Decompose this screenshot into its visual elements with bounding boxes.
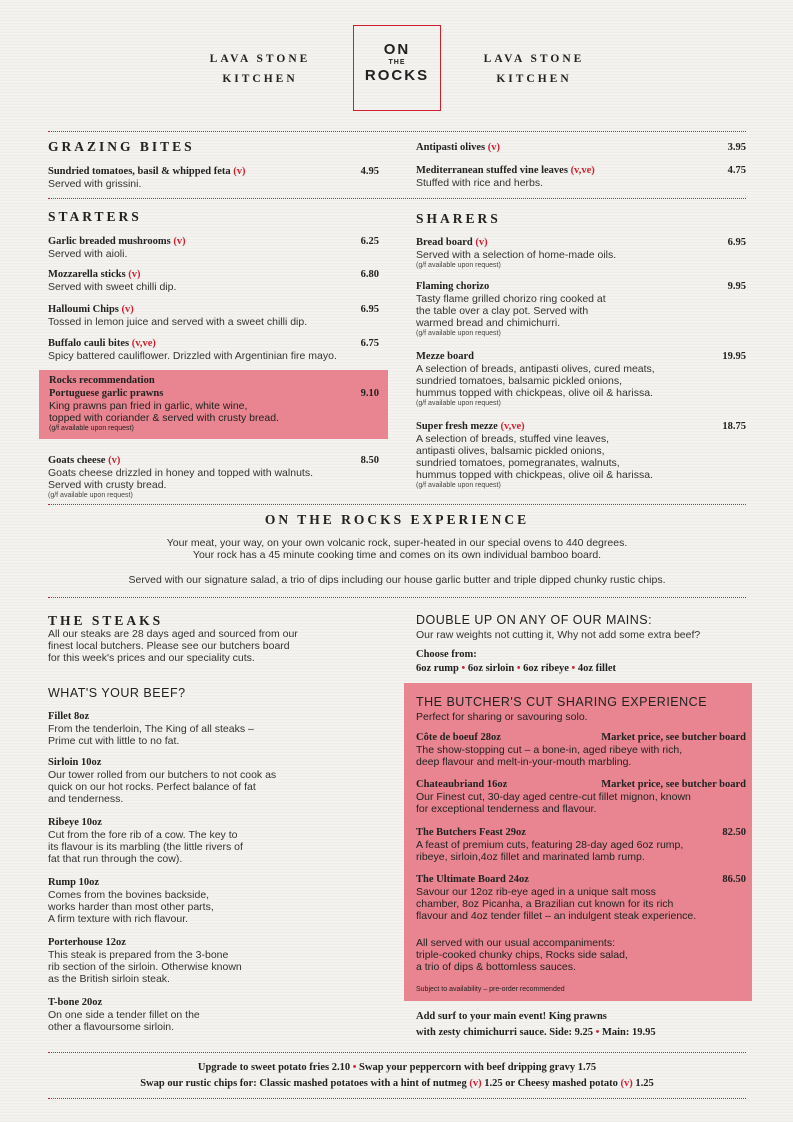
footer-line2: [48, 1077, 746, 1090]
diet-badge: (v,ve): [500, 421, 525, 432]
cut-desc: other a flavoursome sirloin.: [48, 1021, 175, 1033]
item-note: (g/f available upon request): [416, 400, 501, 407]
steaks-title: THE STEAKS: [48, 613, 164, 628]
double-up-options: [416, 662, 746, 675]
divider: [48, 504, 746, 505]
steaks-intro-line: finest local butchers. Please see our butchers board: [48, 640, 290, 652]
item-desc: Tasty flame grilled chorizo ring cooked at: [416, 293, 606, 305]
surf-main: Main: 19.95: [601, 1027, 656, 1038]
diet-badge: (v): [121, 304, 134, 315]
item-name: Flaming chorizo: [416, 281, 490, 292]
surf-side: with zesty chimichurri sauce. Side: 9.25: [416, 1027, 594, 1038]
accompaniment-line: triple-cooked chunky chips, Rocks side salad,: [416, 949, 628, 961]
item-name: Portuguese garlic prawns: [49, 388, 164, 399]
butchers-availability: Subject to availability – pre-order recommended: [416, 986, 565, 993]
item-name: The Ultimate Board 24oz: [416, 874, 529, 885]
steak-cut: [48, 996, 368, 1033]
item-price: 82.50: [722, 827, 746, 838]
experience-line3: Served with our signature salad, a trio of dips including our house garlic butter and triple dipped chunky rustic chips.: [128, 574, 666, 586]
footer-gravy: Swap your peppercorn with beef dripping gravy 1.75: [359, 1062, 597, 1073]
item-name: Sundried tomatoes, basil & whipped feta: [48, 166, 231, 177]
item-desc: for exceptional tenderness and flavour.: [416, 803, 597, 815]
cut-desc: fat that run through the cow).: [48, 853, 183, 865]
cut-desc: On one side a tender fillet on the: [48, 1009, 200, 1021]
cut-desc: Prime cut with little to no fat.: [48, 735, 180, 747]
item-desc: Served with sweet chilli dip.: [48, 281, 177, 293]
diet-badge: (v,ve): [570, 165, 595, 176]
cut-desc: its flavour is its marbling (the little rivers of: [48, 841, 243, 853]
cut-desc: From the tenderloin, The King of all steaks –: [48, 723, 254, 735]
header-left-kitchen: [200, 49, 320, 89]
sharer-item: [416, 420, 706, 490]
option: 6oz rump: [416, 663, 459, 674]
item-desc: the table over a clay pot. Served with: [416, 305, 589, 317]
item-desc: chamber, 8oz Picanha, a Brazilian cut known for its rich: [416, 898, 674, 910]
header-right-line2: KITCHEN: [496, 73, 572, 85]
steak-cut: [48, 710, 368, 747]
item-price: 6.95: [727, 237, 746, 248]
cut-desc: and tenderness.: [48, 793, 124, 805]
item-desc: Tossed in lemon juice and served with a sweet chilli dip.: [48, 316, 308, 328]
item-desc: Stuffed with rice and herbs.: [416, 177, 544, 189]
item-price: 9.10: [360, 388, 379, 399]
divider: [48, 1052, 746, 1053]
double-up-title: DOUBLE UP ON ANY OF OUR MAINS:: [416, 613, 653, 627]
cut-name: Rump 10oz: [48, 877, 100, 888]
steak-cut: [48, 816, 368, 865]
logo-the: THE: [388, 59, 406, 66]
diet-badge: (v): [128, 269, 141, 280]
item-name: Super fresh mezze: [416, 421, 498, 432]
header-left-line1: LAVA STONE: [209, 53, 311, 65]
accompaniment-line: All served with our usual accompaniments:: [416, 937, 616, 949]
diet-badge: (v): [620, 1078, 633, 1089]
item-desc: A feast of premium cuts, featuring 28-day aged 6oz rump,: [416, 839, 684, 851]
steaks-intro-line: All our steaks are 28 days aged and sourced from our: [48, 628, 298, 640]
item-desc: King prawns pan fried in garlic, white wine,: [49, 400, 248, 412]
divider: [48, 1098, 746, 1099]
item-desc: A selection of breads, antipasti olives, cured meats,: [416, 363, 655, 375]
item-name: Mezze board: [416, 351, 475, 362]
sharer-item: [416, 350, 706, 408]
steak-cut: [48, 756, 368, 805]
cut-desc: works harder than most other parts,: [48, 901, 214, 913]
item-name: Halloumi Chips: [48, 304, 119, 315]
option: 4oz fillet: [577, 663, 617, 674]
item-desc: antipasti olives, balsamic pickled onions,: [416, 445, 605, 457]
item-name: Mozzarella sticks: [48, 269, 126, 280]
item-desc: Served with aioli.: [48, 248, 128, 260]
item-price: Market price, see butcher board: [601, 732, 746, 743]
sharer-item: [416, 236, 696, 270]
cut-desc: A firm texture with rich flavour.: [48, 913, 189, 925]
grazing-item-vine-leaves: [416, 164, 686, 189]
item-price: 4.95: [360, 166, 379, 177]
footer-line1: [48, 1061, 746, 1074]
item-price: 6.75: [360, 338, 379, 349]
item-price: 18.75: [722, 421, 746, 432]
divider: [48, 198, 746, 199]
item-note: (g/f available upon request): [416, 482, 501, 489]
starters-title: STARTERS: [48, 209, 142, 224]
cut-desc: Comes from the bovines backside,: [48, 889, 210, 901]
cut-desc: rib section of the sirloin. Otherwise known: [48, 961, 242, 973]
footer-upgrade: Upgrade to sweet potato fries 2.10: [197, 1062, 351, 1073]
item-price: 6.25: [360, 236, 379, 247]
footer-swap-cont: 1.25 or Cheesy mashed potato: [484, 1078, 618, 1089]
item-desc: Served with grissini.: [48, 178, 142, 190]
double-up-subtitle: Our raw weights not cutting it, Why not add some extra beef?: [416, 629, 701, 641]
cut-name: Fillet 8oz: [48, 711, 90, 722]
item-desc: warmed bread and chimichurri.: [416, 317, 561, 329]
divider: [48, 131, 746, 132]
item-name: Buffalo cauli bites: [48, 338, 130, 349]
diet-badge: (v): [475, 237, 488, 248]
logo-rocks: ROCKS: [364, 67, 430, 84]
diet-badge: (v): [108, 455, 121, 466]
diet-badge: (v): [469, 1078, 482, 1089]
item-desc: Served with a selection of home-made oils.: [416, 249, 617, 261]
item-name: Garlic breaded mushrooms: [48, 236, 171, 247]
bullet: •: [461, 663, 466, 674]
item-desc: deep flavour and melt-in-your-mouth marbling.: [416, 756, 632, 768]
item-desc: hummus topped with chickpeas, olive oil & harissa.: [416, 387, 653, 399]
cut-name: T-bone 20oz: [48, 997, 103, 1008]
item-desc: Savour our 12oz rib-eye aged in a unique salt moss: [416, 886, 656, 898]
diet-badge: (v): [173, 236, 186, 247]
item-desc: sundried tomatoes, pomegranates, walnuts,: [416, 457, 620, 469]
double-up-choose: Choose from:: [416, 649, 477, 660]
bullet: •: [571, 663, 576, 674]
option: 6oz sirloin: [467, 663, 515, 674]
accompaniment-line: a trio of dips & bottomless sauces.: [416, 961, 576, 973]
item-desc: Spicy battered cauliflower. Drizzled with Argentinian fire mayo.: [48, 350, 337, 362]
item-desc: The show-stopping cut – a bone-in, aged ribeye with rich,: [416, 744, 683, 756]
cut-desc: quick on our hot rocks. Perfect balance of fat: [48, 781, 256, 793]
steaks-intro: [48, 628, 368, 664]
sharers-title: SHARERS: [416, 211, 501, 226]
item-price: 8.50: [360, 455, 379, 466]
diet-badge: (v): [487, 142, 501, 153]
item-price: 3.95: [727, 142, 746, 153]
grazing-item-olives: [416, 141, 676, 154]
item-desc: flavour and 4oz tender fillet – an indulgent steak experience.: [416, 910, 697, 922]
item-name: Mediterranean stuffed vine leaves: [416, 165, 568, 176]
item-name: Bread board: [416, 237, 473, 248]
bullet: •: [516, 663, 521, 674]
experience-line1: Your meat, your way, on your own volcanic rock, super-heated in our special ovens to 440 degrees.: [166, 537, 628, 549]
header-right-line1: LAVA STONE: [483, 53, 585, 65]
footer-swap-price: 1.25: [635, 1078, 654, 1089]
item-name: Chateaubriand 16oz: [416, 779, 508, 790]
steak-cut: [48, 936, 368, 985]
item-name: Goats cheese: [48, 455, 106, 466]
item-desc: ribeye, sirloin,4oz fillet and marinated lamb rump.: [416, 851, 645, 863]
item-desc: Our Finest cut, 30-day aged centre-cut fillet mignon, known: [416, 791, 691, 803]
item-note: (g/f available upon request): [416, 262, 501, 269]
item-desc: hummus topped with chickpeas, olive oil & harissa.: [416, 469, 653, 481]
recommendation-label: Rocks recommendation: [49, 375, 155, 386]
cut-desc: Cut from the fore rib of a cow. The key to: [48, 829, 238, 841]
surf-line1: Add surf to your main event! King prawns: [416, 1011, 607, 1022]
item-price: 86.50: [722, 874, 746, 885]
item-price: Market price, see butcher board: [601, 779, 746, 790]
divider: [48, 597, 746, 598]
logo-on: ON: [383, 41, 411, 58]
beef-title: WHAT'S YOUR BEEF?: [48, 686, 186, 700]
experience-line2: Your rock has a 45 minute cooking time and comes on its own individual bamboo board.: [192, 549, 602, 561]
item-desc: topped with coriander & served with crusty bread.: [49, 412, 279, 424]
cut-desc: This steak is prepared from the 3-bone: [48, 949, 229, 961]
footer-swap: Swap our rustic chips for: Classic mashed potatoes with a hint of nutmeg: [140, 1078, 467, 1089]
item-name: Côte de boeuf 28oz: [416, 732, 501, 743]
cut-name: Ribeye 10oz: [48, 817, 102, 828]
cut-name: Sirloin 10oz: [48, 757, 102, 768]
butchers-cut-subtitle: Perfect for sharing or savouring solo.: [416, 711, 588, 723]
butchers-cut-title: THE BUTCHER'S CUT SHARING EXPERIENCE: [416, 695, 708, 709]
header-left-line2: KITCHEN: [222, 73, 298, 85]
cut-desc: as the British sirloin steak.: [48, 973, 170, 985]
cut-desc: Our tower rolled from our butchers to not cook as: [48, 769, 277, 781]
item-price: 6.95: [360, 304, 379, 315]
item-price: 19.95: [722, 351, 746, 362]
surf-line2: [416, 1026, 756, 1039]
steaks-intro-line: for this week's prices and our speciality cuts.: [48, 652, 255, 664]
steak-cut: [48, 876, 368, 925]
bullet: •: [352, 1062, 357, 1073]
item-note: (g/f available upon request): [416, 330, 501, 337]
logo: [353, 25, 441, 111]
option: 6oz ribeye: [523, 663, 569, 674]
item-price: 9.95: [727, 281, 746, 292]
item-desc: Served with crusty bread.: [48, 479, 167, 491]
item-desc: sundried tomatoes, balsamic pickled onions,: [416, 375, 623, 387]
cut-name: Porterhouse 12oz: [48, 937, 126, 948]
butchers-accompaniments: [416, 937, 746, 973]
item-desc: Goats cheese drizzled in honey and topped with walnuts.: [48, 467, 313, 479]
item-note: (g/f available upon request): [49, 425, 134, 432]
item-name: Antipasti olives: [416, 142, 486, 153]
item-desc: A selection of breads, stuffed vine leaves,: [416, 433, 610, 445]
experience-title: ON THE ROCKS EXPERIENCE: [264, 512, 530, 527]
header-right-kitchen: [474, 49, 594, 89]
sharer-item: [416, 280, 696, 338]
item-price: 4.75: [727, 165, 746, 176]
diet-badge: (v): [233, 166, 246, 177]
diet-badge: (v,ve): [131, 338, 156, 349]
starter-item-recommendation: [49, 374, 379, 433]
item-note: (g/f available upon request): [48, 492, 133, 499]
grazing-title: GRAZING BITES: [48, 139, 195, 154]
item-price: 6.80: [360, 269, 379, 280]
bullet: •: [595, 1027, 600, 1038]
item-name: The Butchers Feast 29oz: [416, 827, 526, 838]
